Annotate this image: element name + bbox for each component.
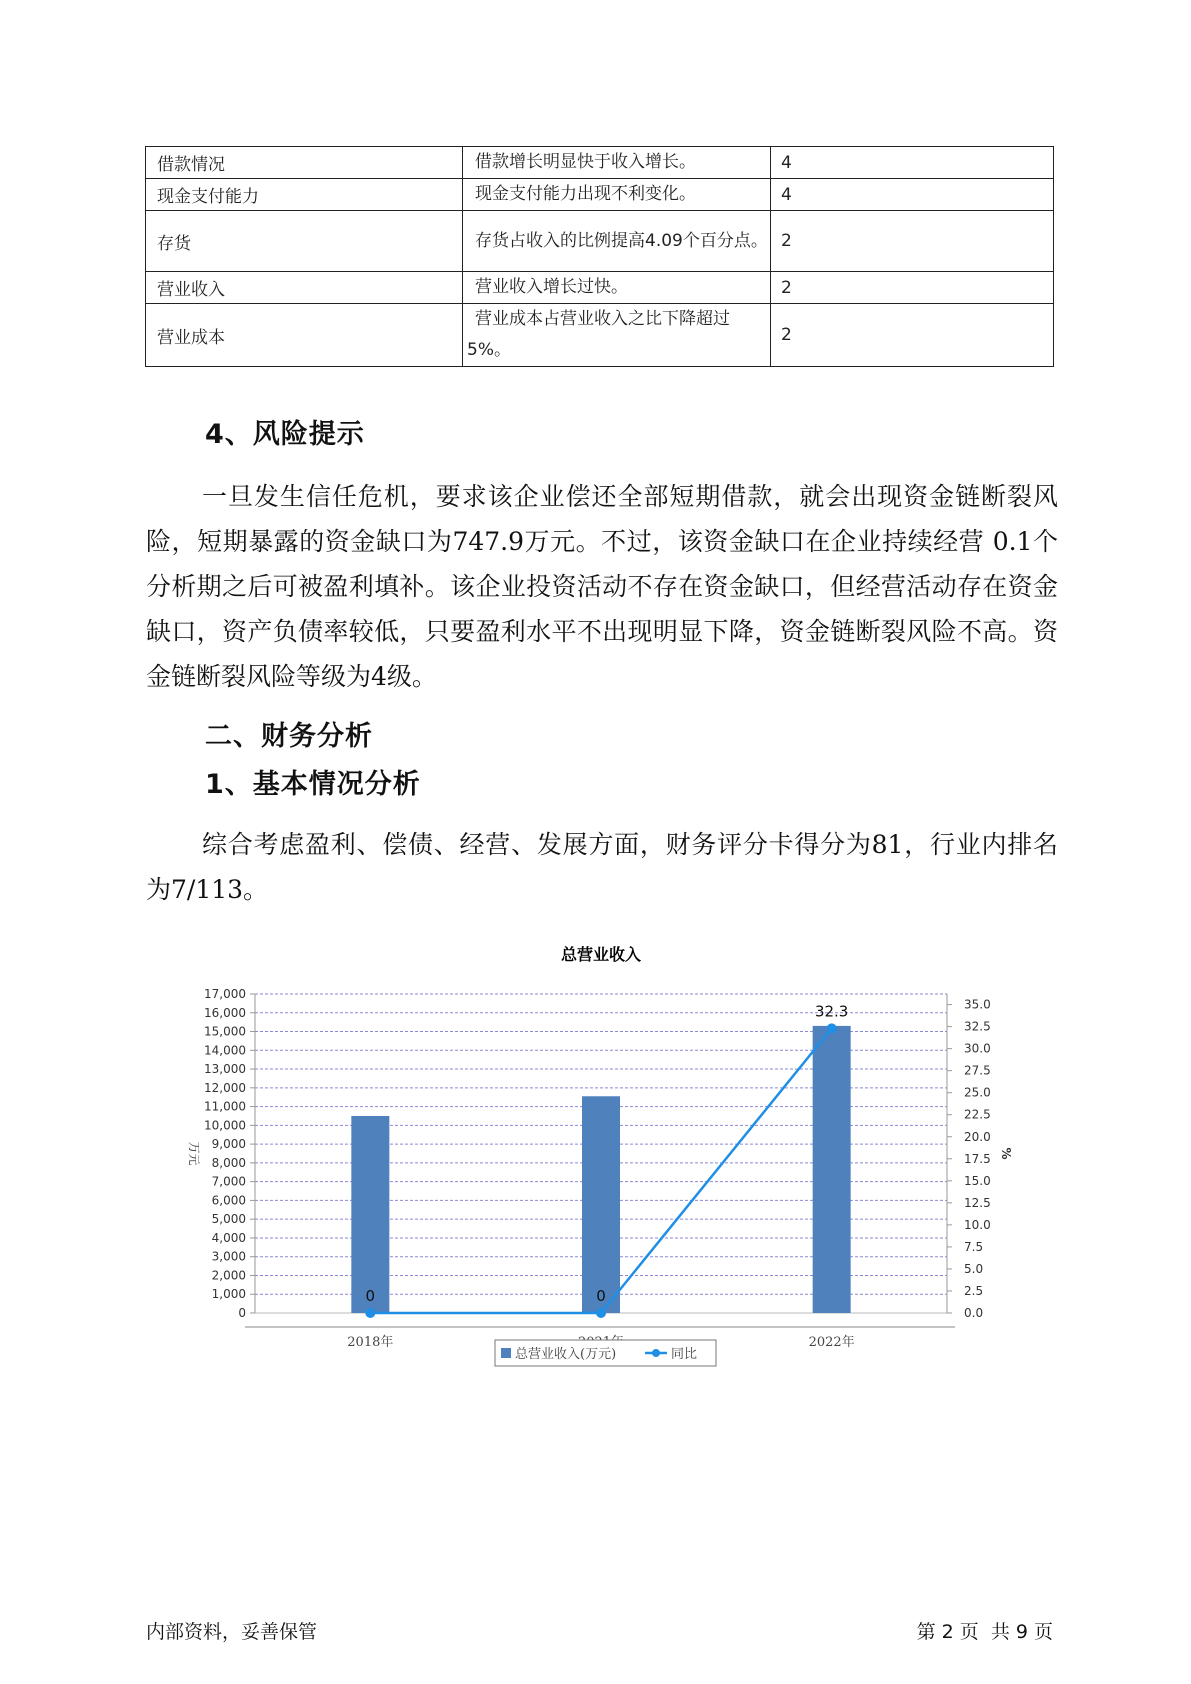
desc-text: 借款增长明显快于收入增长。 (475, 152, 696, 172)
legend-label-bar: 总营业收入(万元) (515, 1347, 617, 1362)
table-row (146, 147, 1054, 179)
y-tick-label: 15,000 (204, 1024, 246, 1039)
yoy-point (827, 1023, 837, 1033)
y-tick-label: 14,000 (204, 1043, 246, 1058)
table-cell-score: 2 (771, 304, 1054, 367)
table-cell-desc (463, 147, 771, 179)
section-heading-risk: 4、风险提示 (205, 419, 365, 450)
bar (813, 1026, 851, 1313)
table-cell-desc (463, 179, 771, 211)
desc-text: 存货占收入的比例提高4.09个百分点。 (475, 230, 768, 251)
x-tick-label: 2022年 (808, 1335, 855, 1350)
y-tick-label: 12,000 (204, 1080, 246, 1095)
desc-text: 营业成本占营业收入之比下降超过5%。 (467, 309, 730, 360)
table-cell-item: 借款情况 (146, 147, 463, 179)
yoy-point (596, 1308, 606, 1318)
bar (351, 1116, 389, 1313)
chart-title: 总营业收入 (560, 945, 642, 964)
data-label: 0 (596, 1287, 606, 1305)
y2-axis-label: % (999, 1147, 1013, 1160)
table-row (146, 304, 1054, 367)
footer-page-number: 第 2 页 共 9 页 (916, 1621, 1053, 1643)
y-tick-label: 7,000 (211, 1174, 246, 1189)
y-tick-label: 13,000 (204, 1062, 246, 1077)
y-tick-label: 6,000 (211, 1193, 246, 1208)
y-tick-label: 9,000 (211, 1137, 246, 1152)
section-heading-financial: 二、财务分析 (205, 721, 373, 752)
y-tick-label: 10,000 (204, 1118, 246, 1133)
section-heading-basic: 1、基本情况分析 (205, 769, 421, 800)
y-axis-label: 万元 (187, 1141, 201, 1166)
x-tick-label: 2018年 (347, 1335, 394, 1350)
y-tick-label: 17,000 (204, 987, 246, 1001)
y-tick-label: 0 (238, 1306, 246, 1320)
table-cell-item: 营业成本 (146, 304, 463, 367)
table-cell-score: 2 (771, 272, 1054, 304)
y-tick-label: 5,000 (211, 1212, 246, 1227)
risk-paragraph: 一旦发生信任危机，要求该企业偿还全部短期借款，就会出现资金链断裂风险，短期暴露的资金缺口为747.9万元。不过，该资金缺口在企业持续经营 0.1个分析期之后可被盈利填补。该企业投资活动不存在资金缺口，但经营活动存在资金缺口，资产负债率较低，只要盈利水平不出现明显下降，资金链断裂风险不高。资金链断裂风险等级为4级。 (146, 482, 1058, 691)
data-label: 32.3 (814, 1002, 849, 1021)
table-cell-desc (463, 272, 771, 304)
table-row (146, 272, 1054, 304)
y2-tick-label: 17.5 (964, 1151, 991, 1166)
y2-tick-label: 32.5 (964, 1019, 991, 1034)
legend-label-line: 同比 (671, 1347, 698, 1362)
y2-tick-label: 10.0 (964, 1217, 991, 1232)
y-tick-label: 3,000 (211, 1249, 246, 1264)
y2-tick-label: 27.5 (964, 1063, 991, 1078)
y2-tick-label: 12.5 (964, 1195, 991, 1210)
y2-tick-label: 15.0 (964, 1173, 991, 1188)
y-tick-label: 2,000 (211, 1268, 246, 1283)
bar (582, 1096, 620, 1313)
y2-tick-label: 2.5 (964, 1283, 984, 1298)
legend-swatch-bar (501, 1348, 511, 1358)
y-tick-label: 4,000 (211, 1230, 246, 1245)
y-tick-label: 1,000 (211, 1287, 246, 1302)
table-cell-item: 营业收入 (146, 272, 463, 304)
table-cell-item: 存货 (146, 211, 463, 272)
y2-tick-label: 35.0 (964, 997, 991, 1012)
y-tick-label: 8,000 (211, 1155, 246, 1170)
table-cell-score: 4 (771, 147, 1054, 179)
yoy-point (365, 1308, 375, 1318)
footer-confidential: 内部资料，妥善保管 (146, 1621, 318, 1643)
table-cell-score: 4 (771, 179, 1054, 211)
table-row (146, 179, 1054, 211)
risk-indicator-table (145, 146, 1054, 367)
y2-tick-label: 20.0 (964, 1129, 991, 1144)
desc-text: 现金支付能力出现不利变化。 (475, 184, 696, 204)
table-cell-score: 2 (771, 211, 1054, 272)
y2-tick-label: 5.0 (964, 1261, 984, 1276)
table-cell-desc (463, 304, 771, 367)
y2-tick-label: 25.0 (964, 1085, 991, 1100)
table-cell-desc (463, 211, 771, 272)
legend-swatch-dot (652, 1349, 660, 1357)
y-tick-label: 16,000 (204, 1005, 246, 1020)
y2-tick-label: 7.5 (964, 1239, 984, 1254)
table-cell-item: 现金支付能力 (146, 179, 463, 211)
y2-tick-label: 0.0 (964, 1306, 984, 1320)
y2-tick-label: 22.5 (964, 1107, 991, 1122)
data-label: 0 (365, 1287, 376, 1305)
y-tick-label: 11,000 (204, 1099, 246, 1114)
y2-tick-label: 30.0 (964, 1041, 991, 1056)
table-row (146, 211, 1054, 272)
basic-paragraph: 综合考虑盈利、偿债、经营、发展方面，财务评分卡得分为81，行业内排名为7/113。 (146, 830, 1058, 904)
desc-text: 营业收入增长过快。 (475, 277, 628, 297)
revenue-chart (170, 930, 1050, 1400)
